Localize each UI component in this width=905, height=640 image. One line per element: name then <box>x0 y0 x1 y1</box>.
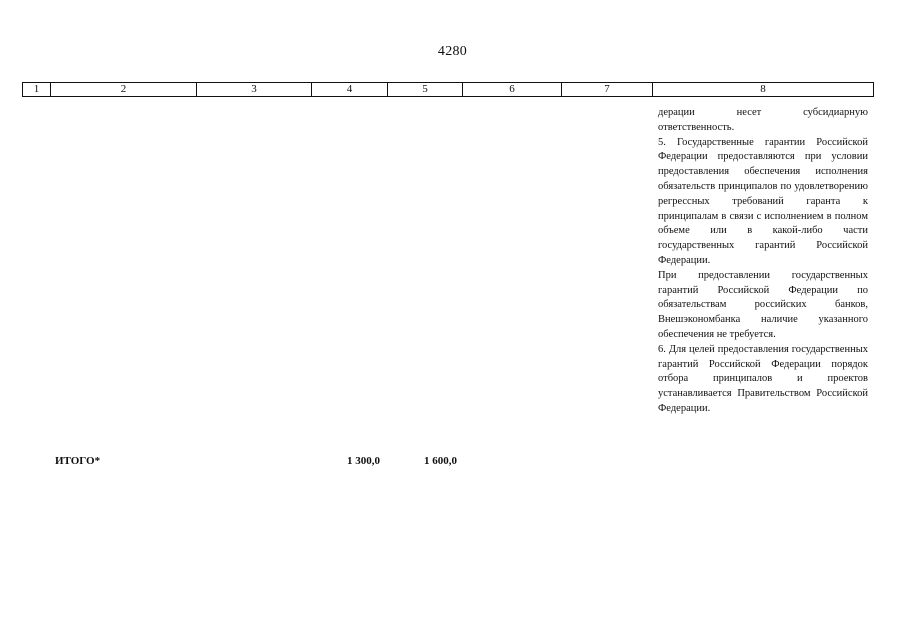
column-8-paragraph: 6. Для целей предоставления государственных гарантий Российской Федерации порядок отбора принципалов и проектов устанавливается Правительством Российской Федерации. <box>658 343 868 414</box>
column-number-1: 1 <box>23 83 51 96</box>
column-number-8: 8 <box>760 83 766 95</box>
column-number-6: 6 <box>463 83 562 96</box>
column-number-5: 5 <box>388 83 463 96</box>
column-number-3: 3 <box>197 83 312 96</box>
column-8-paragraph: При предоставлении государственных гарантий Российской Федерации по обязательствам российских банков, Внешэкономбанка наличие указанного обеспечения не требуется. <box>658 269 868 340</box>
total-value-column-5: 1 600,0 <box>424 455 457 467</box>
table-column-numbers <box>22 82 874 97</box>
total-value-column-4: 1 300,0 <box>347 455 380 467</box>
column-8-text <box>658 106 868 417</box>
page-number: 4280 <box>437 44 468 59</box>
column-8-paragraph: 5. Государственные гарантии Российской Федерации предоставляются при условии предоставления обеспечения исполнения обязательств принципалов по удовлетворению регрессных требований гаранта к принципалам в связи с исполнением в полном объеме или в какой-либо части государственных гарантий Российской Федерации. <box>658 136 868 266</box>
column-number-4: 4 <box>312 83 388 96</box>
column-8-paragraph: дерации несет субсидиарную ответственность. <box>658 107 868 133</box>
column-number-2: 2 <box>51 83 197 96</box>
total-label: ИТОГО* <box>55 455 101 467</box>
column-number-7: 7 <box>562 83 653 96</box>
